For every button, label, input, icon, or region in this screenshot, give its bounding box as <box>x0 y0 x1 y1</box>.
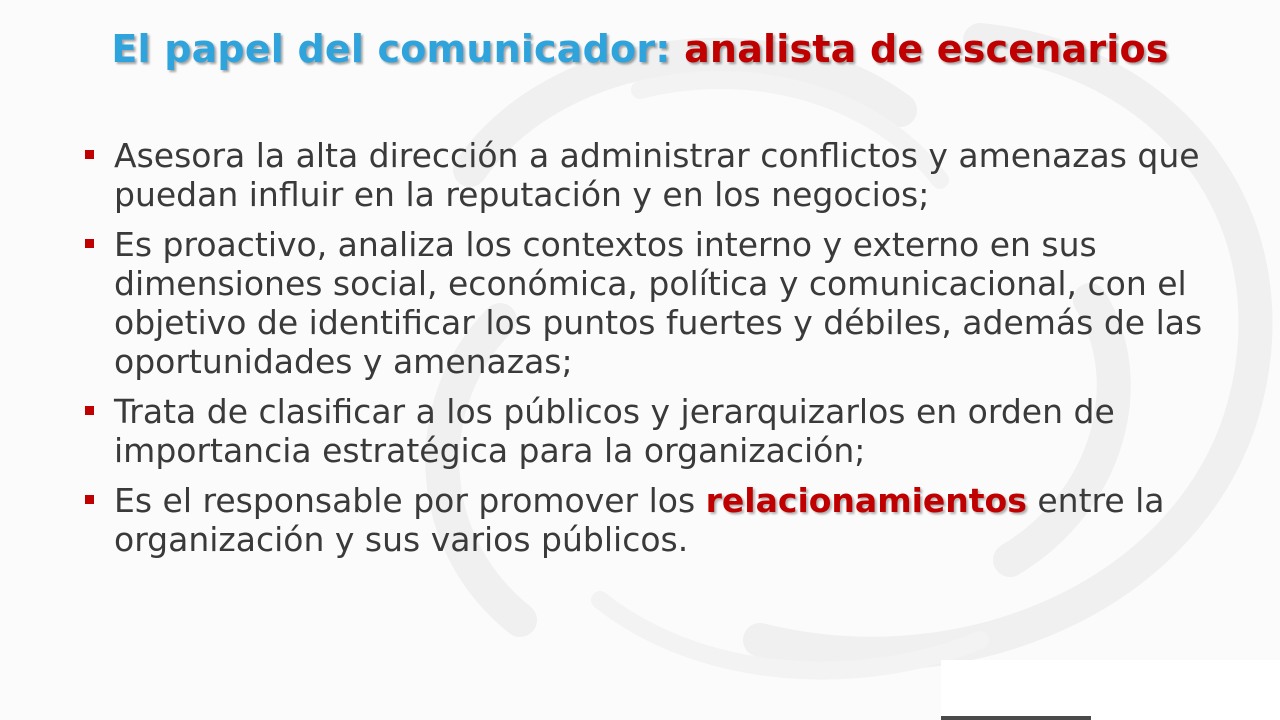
square-bullet-icon <box>85 150 94 159</box>
square-bullet-icon <box>85 406 94 415</box>
bullet-text-before: Es el responsable por promover los <box>114 481 706 520</box>
bullet-list <box>82 136 1232 570</box>
corner-overlay <box>941 660 1280 720</box>
bullet-item <box>82 136 1232 214</box>
bullet-item <box>82 392 1232 470</box>
slide-title-part2: analista de escenarios <box>684 27 1169 71</box>
bullet-text: Trata de clasificar a los públicos y jerarquizarlos en orden de importancia estratégica para la organización; <box>114 392 1115 470</box>
bullet-item <box>82 481 1232 559</box>
slide-title-part1: El papel del comunicador: <box>111 27 685 71</box>
slide-title <box>0 26 1280 72</box>
corner-divider <box>941 716 1091 720</box>
bullet-item <box>82 225 1232 381</box>
emphasis-text: relacionamientos <box>705 481 1027 520</box>
square-bullet-icon <box>85 495 94 504</box>
square-bullet-icon <box>85 239 94 248</box>
bullet-text: Asesora la alta dirección a administrar conflictos y amenazas que puedan influir en la reputación y en los negocios; <box>114 136 1200 214</box>
bullet-text-after: entre la organización y sus varios públicos. <box>114 481 1165 559</box>
bullet-text: Es proactivo, analiza los contextos interno y externo en sus dimensiones social, económica, política y comunicacional, con el objetivo de identificar los puntos fuertes y débiles, además de las oportunidades y amenazas; <box>114 225 1203 381</box>
